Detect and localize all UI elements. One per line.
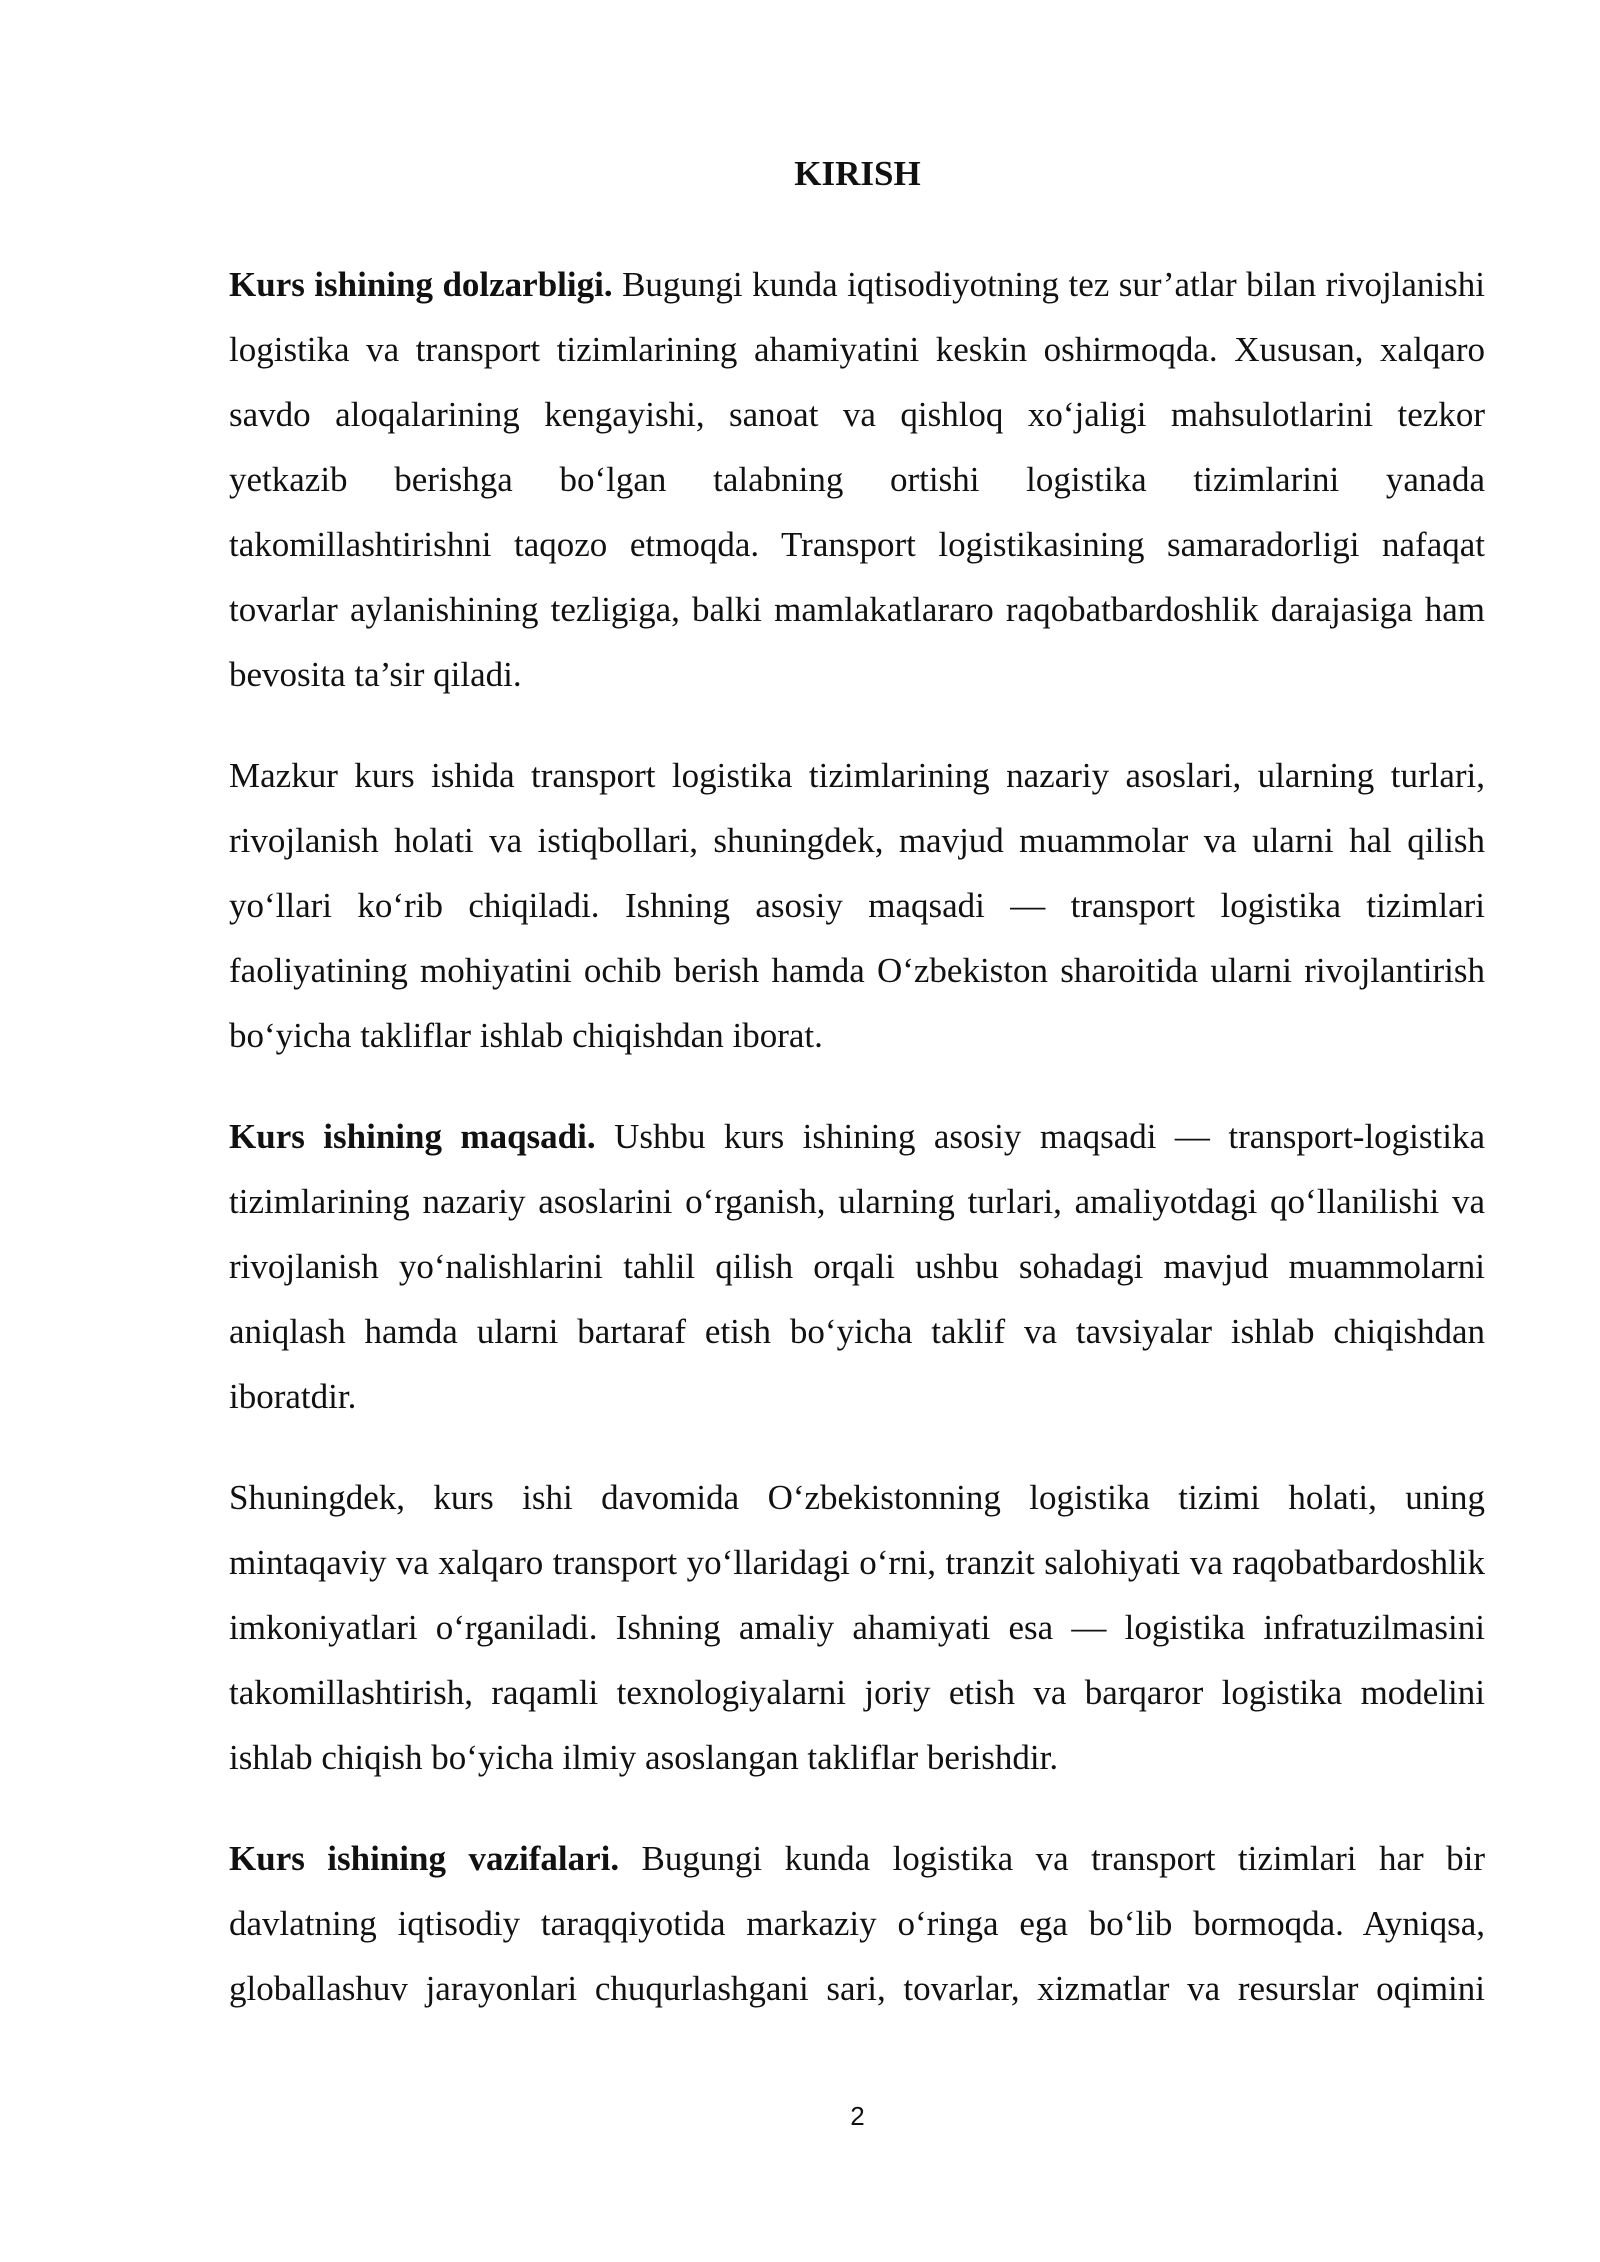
paragraph-text: Shuningdek, kurs ishi davomida O‘zbekistonning logistika tizimi holati, uning mintaqaviy va xalqaro transport yo‘llaridagi o‘rni, tranzit salohiyati va raqobatbardoshlik imkoniyatlari o‘rganiladi. Ishning amaliy ahamiyati esa — logistika infratuzilmasini takomillashtirish, raqamli texnologiyalarni joriy etish va barqaror logistika modelini ishlab chiqish bo‘yicha ilmiy asoslangan takliflar berishdir.: [229, 1478, 1485, 1777]
paragraph-text: Mazkur kurs ishida transport logistika tizimlarining nazariy asoslari, ularning turlari, rivojlanish holati va istiqbollari, shuningdek, mavjud muammolar va ularni hal qilish yo‘llari ko‘rib chiqiladi. Ishning asosiy maqsadi — transport logistika tizimlari faoliyatining mohiyatini ochib berish hamda O‘zbekiston sharoitida ularni rivojlantirish bo‘yicha takliflar ishlab chiqishdan iborat.: [229, 756, 1485, 1055]
paragraph-lead: Kurs ishining vazifalari.: [229, 1839, 620, 1878]
page-heading: KIRISH: [794, 154, 921, 193]
body-text: [229, 252, 1485, 2057]
paragraph-text: Bugungi kunda iqtisodiyotning tez sur’atlar bilan rivojlanishi logistika va transport tizimlarining ahamiyatini keskin oshirmoqda. Xususan, xalqaro savdo aloqalarining kengayishi, sanoat va qishloq xo‘jaligi mahsulotlarini tezkor yetkazib berishga bo‘lgan talabning ortishi logistika tizimlarini yanada takomillashtirishni taqozo etmoqda. Transport logistikasining samaradorligi nafaqat tovarlar aylanishining tezligiga, balki mamlakatlararo raqobatbardoshlik darajasiga ham bevosita ta’sir qiladi.: [229, 265, 1485, 694]
paragraph-lead: Kurs ishining maqsadi.: [229, 1117, 596, 1156]
paragraph-text: Bugungi kunda logistika va transport tizimlari har bir davlatning iqtisodiy taraqqiyotida markaziy o‘ringa ega bo‘lib bormoqda. Ayniqsa, globallashuv jarayonlari chuqurlashgani sari, tovarlar, xizmatlar va resurslar oqimini: [229, 1839, 1485, 2008]
paragraph-tasks: [229, 1826, 1485, 2021]
paragraph-goal: [229, 1104, 1485, 1429]
paragraph-significance: [229, 1465, 1485, 1790]
paragraph-text: Ushbu kurs ishining asosiy maqsadi — transport-logistika tizimlarining nazariy asoslarini o‘rganish, ularning turlari, amaliyotdagi qo‘llanilishi va rivojlanish yo‘nalishlarini tahlil qilish orqali ushbu sohadagi mavjud muammolarni aniqlash hamda ularni bartaraf etish bo‘yicha taklif va tavsiyalar ishlab chiqishdan iboratdir.: [229, 1117, 1485, 1416]
paragraph-relevance: [229, 252, 1485, 707]
page-number: 2: [850, 2101, 865, 2131]
paragraph-overview: [229, 743, 1485, 1068]
paragraph-lead: Kurs ishining dolzarbligi.: [229, 265, 613, 304]
